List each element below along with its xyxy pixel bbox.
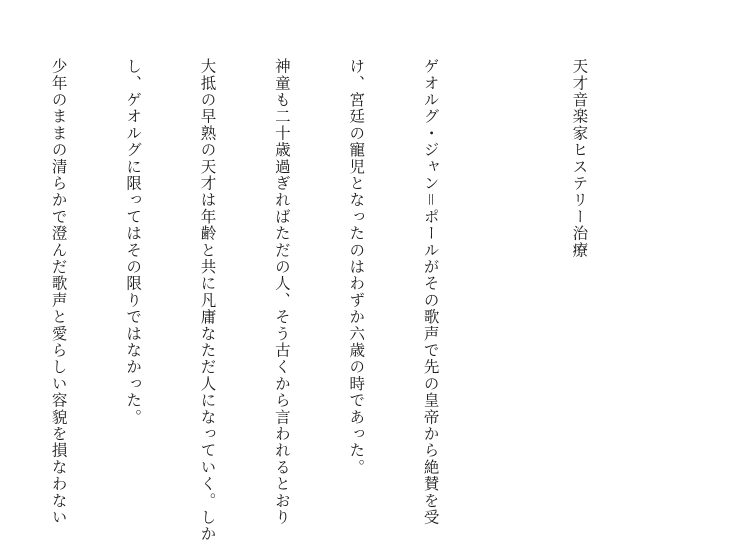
text-line: け、宮廷の寵児となったのはわずか六歳の時であった。: [347, 58, 366, 476]
text-line: ゲオルグ・ジャン＝ポールがその歌声で先の皇帝から絶賛を受: [421, 58, 440, 526]
text-line: 少年のままの清らかで澄んだ歌声と愛らしい容貌を損なわない: [49, 58, 68, 526]
text-line: 大抵の早熟の天才は年齢と共に凡庸なただ人になっていく。しか: [198, 58, 217, 542]
text-line: 神童も二十歳過ぎればただの人、そう古くから言われるとおり: [272, 58, 291, 526]
text-line: し、ゲオルグに限ってはその限りではなかった。: [124, 58, 143, 426]
blank-line: [492, 58, 517, 498]
document-title: 天才音楽家ヒステリー治療: [570, 58, 589, 259]
vertical-text-body: [0, 58, 641, 542]
